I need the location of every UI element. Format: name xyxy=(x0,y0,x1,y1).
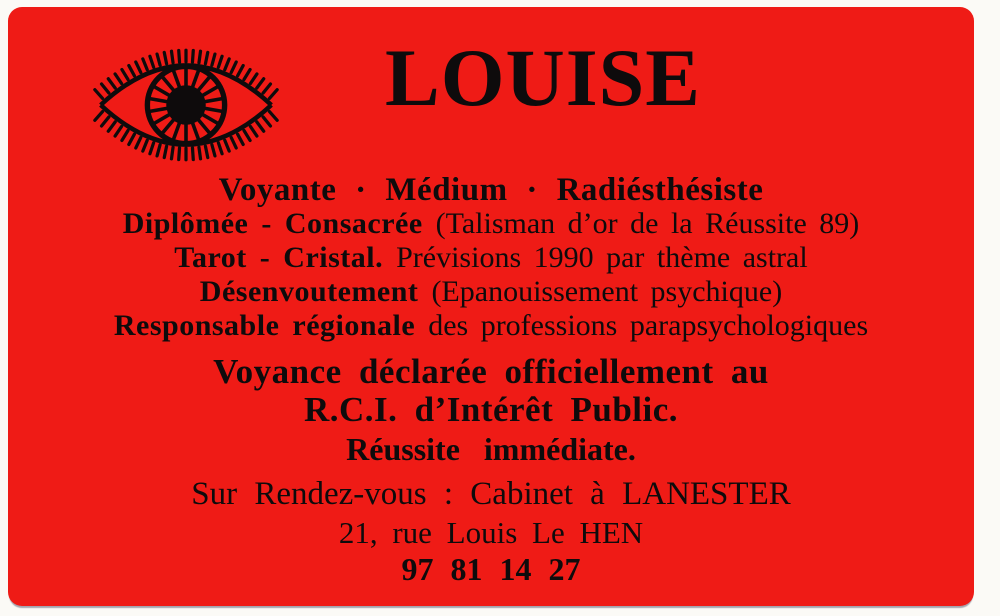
credential-bold: Responsable régionale xyxy=(113,309,429,342)
credential-line xyxy=(8,241,974,275)
credential-bold: Tarot - Cristal. xyxy=(174,241,397,274)
business-card xyxy=(8,7,974,606)
credential-line xyxy=(8,309,974,343)
credential-line xyxy=(8,275,974,309)
credential-bold: Désenvoutement xyxy=(199,275,432,308)
promise-line: Réussite immédiate. xyxy=(346,431,636,467)
declaration-line-2: R.C.I. d’Intérêt Public. xyxy=(303,390,679,429)
credential-line xyxy=(8,207,974,241)
address-line: 21, rue Louis Le HEN xyxy=(338,515,644,550)
phone-number: 97 81 14 27 xyxy=(401,551,581,587)
page-title: LOUISE xyxy=(385,32,701,123)
credential-bold: Diplômée - Consacrée xyxy=(122,207,436,240)
professions-line: Voyante · Médium · Radiésthésiste xyxy=(218,172,764,208)
credential-rest: (Epanouissement psychique) xyxy=(431,275,783,308)
declaration-block xyxy=(8,353,974,429)
credential-rest: des professions parapsychologiques xyxy=(428,309,869,342)
card-header xyxy=(8,7,974,167)
appointment-line: Sur Rendez-vous : Cabinet à LANESTER xyxy=(191,476,791,512)
declaration-line-1: Voyance déclarée officiellement au xyxy=(213,352,769,391)
credential-rest: Prévisions 1990 par thème astral xyxy=(396,241,808,274)
card-text xyxy=(8,173,974,587)
credential-rest: (Talisman d’or de la Réussite 89) xyxy=(435,207,860,240)
